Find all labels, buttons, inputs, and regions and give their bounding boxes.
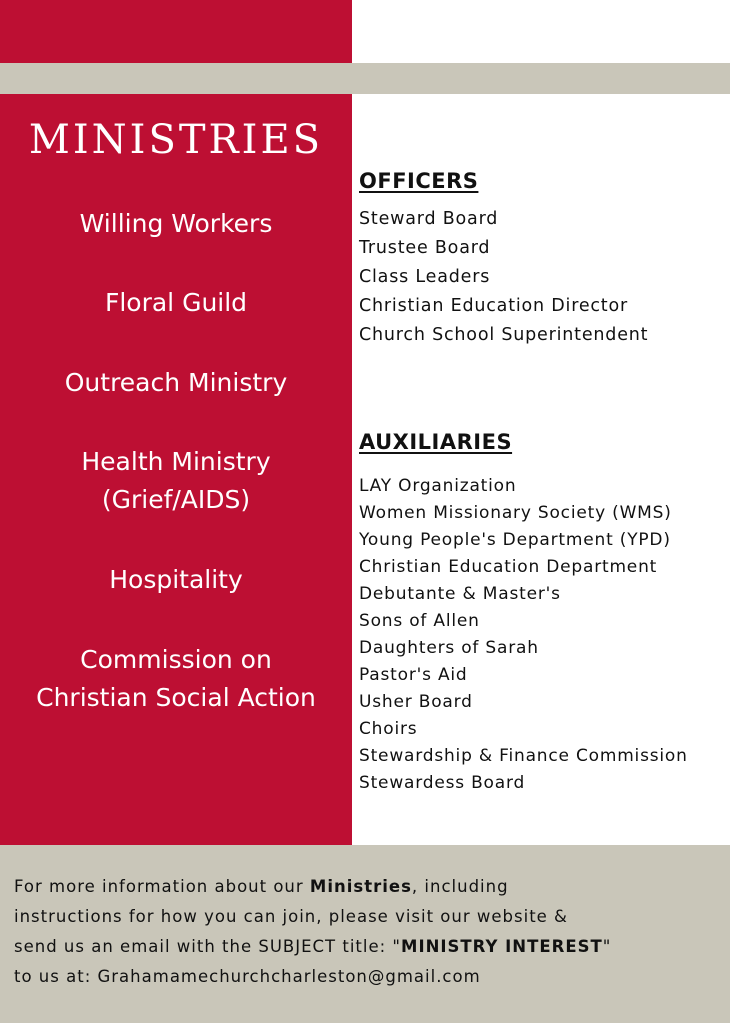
footer-info bbox=[14, 872, 724, 992]
footer-text: For more information about our bbox=[14, 877, 310, 896]
ministry-item-outreach bbox=[0, 364, 352, 402]
list-item: Young People's Department (YPD) bbox=[359, 530, 671, 550]
footer-bold: MINISTRY INTEREST bbox=[401, 937, 603, 956]
footer-text: send us an email with the SUBJECT title: " bbox=[14, 937, 402, 956]
officers-heading: OFFICERS bbox=[359, 169, 479, 193]
ministry-item-willing-workers bbox=[0, 205, 352, 243]
list-item: Trustee Board bbox=[359, 238, 491, 258]
footer-bold: Ministries bbox=[309, 877, 412, 896]
ministry-item-commission bbox=[0, 641, 352, 717]
list-item: Church School Superintendent bbox=[359, 325, 649, 345]
list-item: Stewardship & Finance Commission bbox=[359, 746, 688, 766]
list-item: Debutante & Master's bbox=[359, 584, 561, 604]
list-item: Pastor's Aid bbox=[359, 665, 468, 685]
ministry-line: Christian Social Action bbox=[36, 683, 316, 712]
ministry-line: (Grief/AIDS) bbox=[101, 485, 251, 514]
ministry-line: Commission on bbox=[80, 645, 272, 674]
list-item: Stewardess Board bbox=[359, 773, 526, 793]
footer-line-1 bbox=[14, 872, 724, 902]
list-item: Class Leaders bbox=[359, 267, 491, 287]
list-item: Daughters of Sarah bbox=[359, 638, 539, 658]
footer-text: , including bbox=[411, 877, 509, 896]
ministry-item-health bbox=[0, 443, 352, 519]
auxiliaries-list bbox=[359, 473, 688, 797]
list-item: Christian Education Department bbox=[359, 557, 658, 577]
ministry-item-hospitality bbox=[0, 561, 352, 599]
ministry-line: Hospitality bbox=[109, 565, 243, 594]
list-item: LAY Organization bbox=[359, 476, 517, 496]
officers-list bbox=[359, 205, 648, 350]
footer-text: " bbox=[602, 937, 612, 956]
list-item: Choirs bbox=[359, 719, 418, 739]
auxiliaries-heading: AUXILIARIES bbox=[359, 430, 513, 454]
list-item: Usher Board bbox=[359, 692, 473, 712]
ministry-line: Willing Workers bbox=[79, 209, 273, 238]
footer-email-line: to us at: Grahamamechurchcharleston@gmail.com bbox=[14, 967, 481, 986]
ministry-item-floral-guild bbox=[0, 284, 352, 322]
list-item: Christian Education Director bbox=[359, 296, 628, 316]
list-item: Steward Board bbox=[359, 209, 499, 229]
top-gray-band bbox=[0, 63, 730, 94]
footer-line-2: instructions for how you can join, please visit our website & bbox=[14, 907, 568, 926]
ministry-line: Outreach Ministry bbox=[64, 368, 288, 397]
footer-line-3 bbox=[14, 932, 724, 962]
top-red-block bbox=[0, 0, 352, 63]
list-item: Sons of Allen bbox=[359, 611, 480, 631]
ministry-line: Health Ministry bbox=[81, 447, 271, 476]
list-item: Women Missionary Society (WMS) bbox=[359, 503, 672, 523]
ministry-line: Floral Guild bbox=[104, 288, 248, 317]
page-title: MINISTRIES bbox=[28, 117, 324, 163]
